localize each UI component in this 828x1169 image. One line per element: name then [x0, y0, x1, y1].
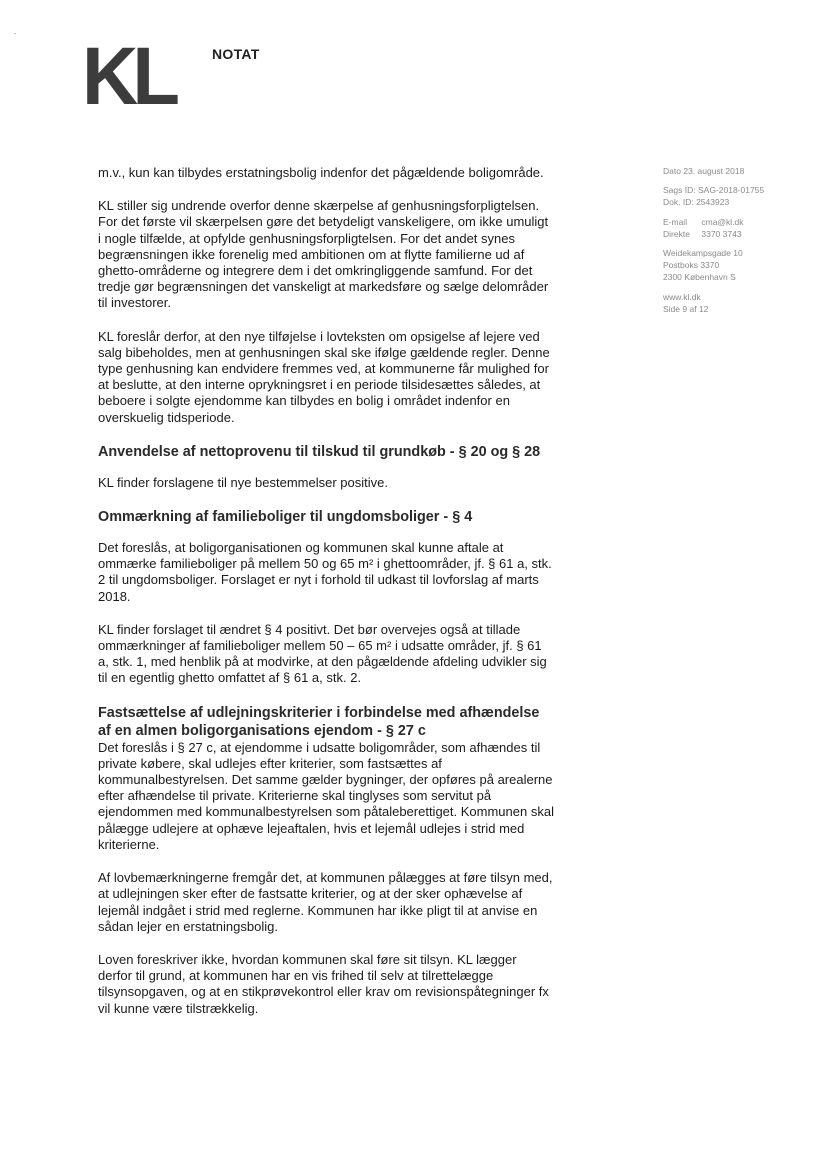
- kl-logo: [82, 29, 178, 122]
- address-line: Weidekampsgade 10: [663, 248, 743, 259]
- document-body: [98, 165, 554, 1034]
- date-row: [663, 165, 813, 177]
- case-id-value: SAG-2018-01755: [697, 185, 765, 196]
- email-value: cma@kl.dk: [701, 216, 744, 227]
- date-label: Dato: [663, 166, 681, 176]
- email-row: [663, 216, 813, 228]
- address-line: Postboks 3370: [663, 260, 720, 271]
- body-paragraph: KL foreslår derfor, at den nye tilføjelse i lovteksten om opsigelse af lejere ved salg bibeholdes, men at genhusningen skal ske ifølge gældende regler. Denne type genhusning kan endvidere fremmes ved, at kommunerne får mulighed for at beslutte, at den interne oprykningsret i en periode tilsidesættes således, at beboere i solgte ejendomme kan tilbydes en bolig i området indenfor en overskuelig tidsperiode.: [98, 328, 550, 425]
- phone-label: Direkte: [663, 228, 690, 239]
- body-paragraph: Det foreslås, at boligorganisationen og kommunen skal kunne aftale at ommærke familieboliger på mellem 50 og 65 m² i ghettoområder, jf. § 61 a, stk. 2 til ungdomsboliger. Forslaget er nyt i forhold til udkast til lovforslag af marts 2018.: [98, 540, 552, 604]
- doc-id-value: 2543923: [696, 197, 730, 208]
- section-heading: Fastsættelse af udlejningskriterier i forbindelse med afhændelse af en almen boligorganisations ejendom - § 27 c: [98, 704, 540, 739]
- doc-id-label: Dok. ID:: [663, 197, 694, 208]
- document-type-label: NOTAT: [212, 46, 260, 62]
- body-paragraph: Loven foreskriver ikke, hvordan kommunen skal føre sit tilsyn. KL lægger derfor til grund, at kommunen har en vis frihed til selv at tilrettelægge tilsynsopgaven, og at en stikprøvekontrol eller krav om revisionspåtegninger fx vil kunne være tilstrækkelig.: [98, 951, 549, 1016]
- website: www.kl.dk: [663, 291, 701, 302]
- email-label: E-mail: [663, 216, 688, 227]
- date-value: 23. august 2018: [683, 166, 745, 176]
- doc-id-row: [663, 196, 813, 208]
- body-paragraph: KL finder forslaget til ændret § 4 positivt. Det bør overvejes også at tillade ommærkninger af familieboliger mellem 50 – 65 m² i udsatte områder, jf. § 61 a, stk. 1, med henblik på at modvirke, at den pågældende afdeling udvikler sig til en egentlig ghetto omfattet af § 61 a, stk. 2.: [98, 621, 547, 686]
- body-paragraph: KL finder forslagene til nye bestemmelser positive.: [98, 474, 388, 490]
- section-heading: Anvendelse af nettoprovenu til tilskud til grundkøb - § 20 og § 28: [98, 443, 541, 460]
- body-paragraph: m.v., kun kan tilbydes erstatningsbolig indenfor det pågældende boligområde.: [98, 165, 544, 180]
- phone-value: 3370 3743: [701, 228, 742, 239]
- page-number: Side 9 af 12: [663, 303, 709, 314]
- body-paragraph: Det foreslås i § 27 c, at ejendomme i udsatte boligområder, som afhændes til private købere, skal udlejes efter kriterier, som fastsættes af kommunalbestyrelsen. Det samme gælder bygninger, der opføres på arealerne efter afhændelse til private. Kriterierne skal tinglyses som servitut på ejendommen med kommunalbestyrelsen som påtaleberettiget. Kommunen skal pålægge udlejere at ophæve lejeaftalen, hvis et lejemål udlejes i strid med kriterierne.: [98, 739, 554, 852]
- section-heading: Ommærkning af familieboliger til ungdomsboliger - § 4: [98, 509, 473, 526]
- address-line: 2300 København S: [663, 272, 736, 283]
- document-metadata: [663, 165, 813, 322]
- body-paragraph: KL stiller sig undrende overfor denne skærpelse af genhusningsforpligtelsen. For det første vil skærpelsen gøre det betydeligt vanskeligere, om ikke umuligt i nogle tilfælde, at opfylde genhusningsforpligtelsen. For det andet synes begrænsningen ikke forenelig med ambitionen om at flytte familierne ud af ghetto-områderne og integrere dem i det omkringliggende samfund. For det tredje gør begrænsningen det vanskeligt at markedsføre og sælge delområder til investorer.: [98, 198, 549, 311]
- kl-logo-text: KL: [82, 29, 174, 122]
- body-paragraph: Af lovbemærkningerne fremgår det, at kommunen pålægges at føre tilsyn med, at udlejningen sker efter de fastsatte kriterier, og at der sker ophævelse af lejemål indgået i strid med reglerne. Kommunen har ikke pligt til at anvise en sådan lejer en erstatningsbolig.: [98, 870, 553, 934]
- phone-row: [663, 228, 813, 240]
- scan-speck: [14, 33, 16, 34]
- case-id-label: Sags ID:: [663, 185, 696, 196]
- case-id-row: [663, 184, 813, 196]
